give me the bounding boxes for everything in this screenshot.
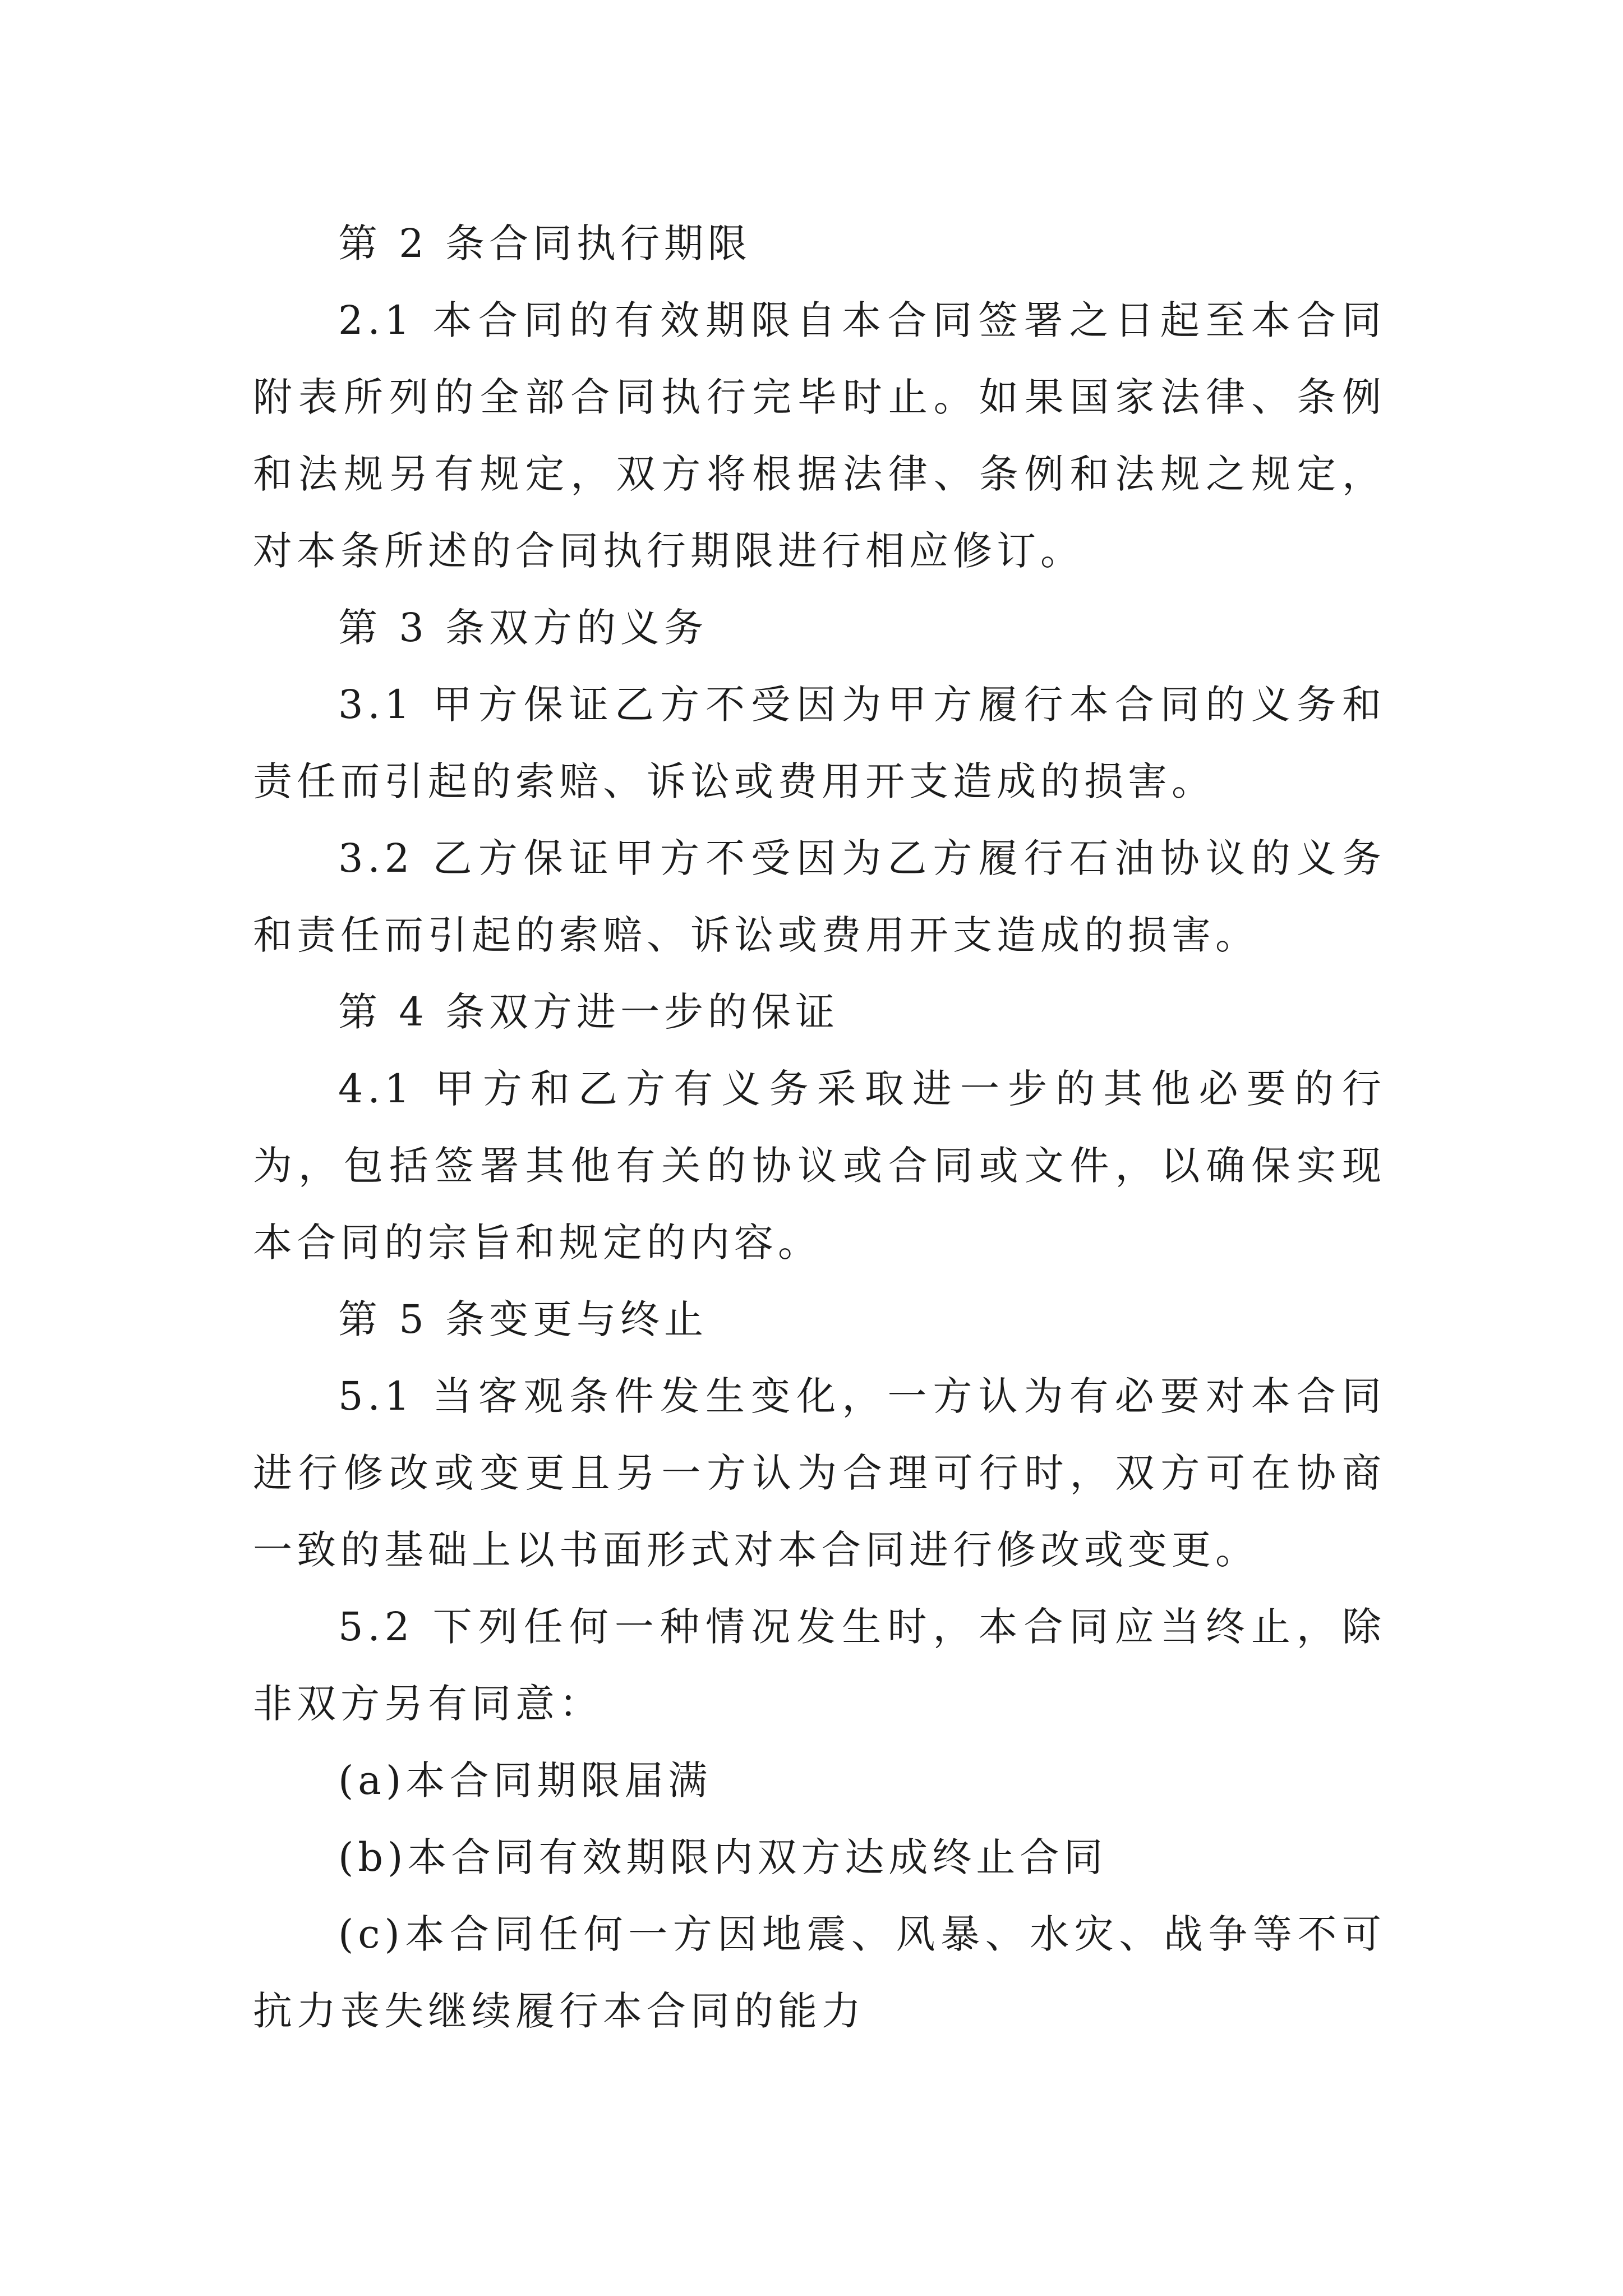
clause-3-1: 3.1 甲方保证乙方不受因为甲方履行本合同的义务和责任而引起的索赔、诉讼或费用开支造成的损害。: [253, 682, 1386, 804]
heading-article-4: 第 4 条双方进一步的保证: [338, 989, 840, 1035]
list-item-c: (c)本合同任何一方因地震、风暴、水灾、战争等不可抗力丧失继续履行本合同的能力: [253, 1911, 1386, 2034]
heading-article-3: 第 3 条双方的义务: [338, 605, 708, 651]
clause-5-1: 5.1 当客观条件发生变化，一方认为有必要对本合同进行修改或变更且另一方认为合理可行时，双方可在协商一致的基础上以书面形式对本合同进行修改或变更。: [253, 1373, 1386, 1573]
clause-4-1: 4.1 甲方和乙方有义务采取进一步的其他必要的行为，包括签署其他有关的协议或合同或文件，以确保实现本合同的宗旨和规定的内容。: [253, 1066, 1386, 1266]
clause-3-2: 3.2 乙方保证甲方不受因为乙方履行石油协议的义务和责任而引起的索赔、诉讼或费用开支造成的损害。: [253, 835, 1386, 958]
heading-article-2: 第 2 条合同执行期限: [338, 220, 752, 266]
list-item-b: (b)本合同有效期限内双方达成终止合同: [338, 1834, 1108, 1880]
list-item-a: (a)本合同期限届满: [338, 1757, 712, 1803]
clause-5-2: 5.2 下列任何一种情况发生时，本合同应当终止，除非双方另有同意：: [253, 1604, 1386, 1727]
contract-body: [253, 205, 1386, 2050]
clause-2-1: 2.1 本合同的有效期限自本合同签署之日起至本合同附表所列的全部合同执行完毕时止。如果国家法律、条例和法规另有规定，双方将根据法律、条例和法规之规定，对本条所述的合同执行期限进行相应修订。: [253, 297, 1386, 574]
heading-article-5: 第 5 条变更与终止: [338, 1296, 708, 1342]
